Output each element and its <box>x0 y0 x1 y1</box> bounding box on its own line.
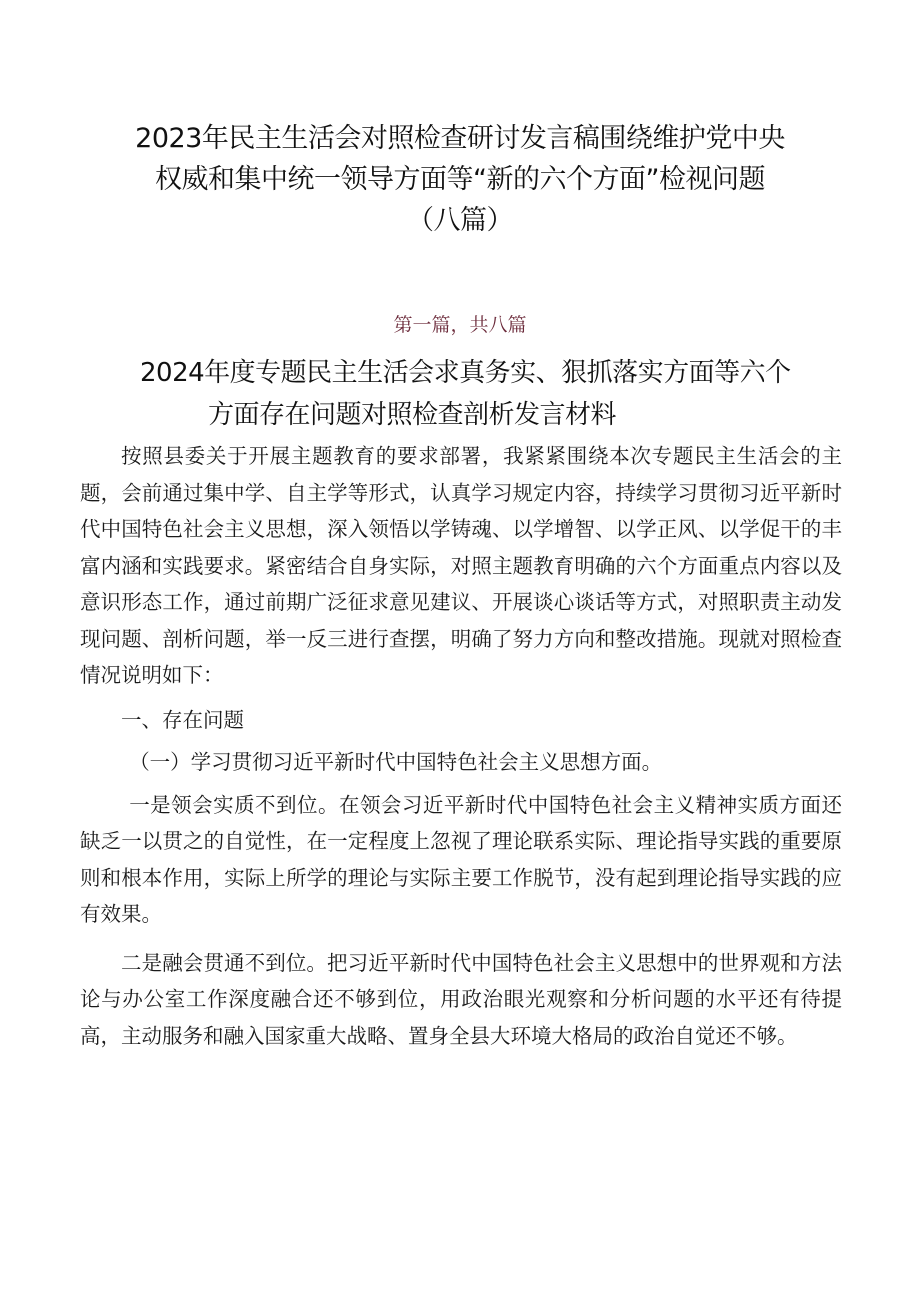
document-title-line-1: 2023年民主生活会对照检查研讨发言稿围绕维护党中央 <box>135 123 785 154</box>
section-heading: 一、存在问题 <box>121 707 244 732</box>
article-title-line-1: 2024年度专题民主生活会求真务实、狠抓落实方面等六个 <box>140 358 791 388</box>
article-title-line-2: 方面存在问题对照检查剖析发言材料 <box>208 400 617 430</box>
part-label: 第一篇，共八篇 <box>393 314 527 336</box>
article-title <box>120 352 860 436</box>
subsection-heading: （一）学习贯彻习近平新时代中国特色社会主义思想方面。 <box>129 750 663 774</box>
document-title-line-3: （八篇） <box>407 205 513 236</box>
intro-paragraph: 按照县委关于开展主题教育的要求部署，我紧紧围绕本次专题民主生活会的主题，会前通过集中学、自主学等形式，认真学习规定内容，持续学习贯彻习近平新时代中国特色社会主义思想，深入领悟以学铸魂、以学增智、以学正风、以学促干的丰富内涵和实践要求。紧密结合自身实际，对照主题教育明确的六个方面重点内容以及意识形态工作，通过前期广泛征求意见建议、开展谈心谈话等方式，对照职责主动发现问题、剖析问题，举一反三进行查摆，明确了努力方向和整改措施。现就对照检查情况说明如下： <box>80 444 842 687</box>
point-paragraph-2: 二是融会贯通不到位。把习近平新时代中国特色社会主义思想中的世界观和方法论与办公室工作深度融合还不够到位，用政治眼光观察和分析问题的水平还有待提高，主动服务和融入国家重大战略、置身全县大环境大格局的政治自觉还不够。 <box>80 950 842 1048</box>
document-title-line-2: 权威和集中统一领导方面等“新的六个方面”检视问题 <box>155 164 765 195</box>
document-title <box>60 118 860 241</box>
document-body <box>80 438 842 1054</box>
point-paragraph-1: 一是领会实质不到位。在领会习近平新时代中国特色社会主义精神实质方面还缺乏一以贯之的自觉性，在一定程度上忽视了理论联系实际、理论指导实践的重要原则和根本作用，实际上所学的理论与实际主要工作脱节，没有起到理论指导实践的应有效果。 <box>80 792 842 926</box>
